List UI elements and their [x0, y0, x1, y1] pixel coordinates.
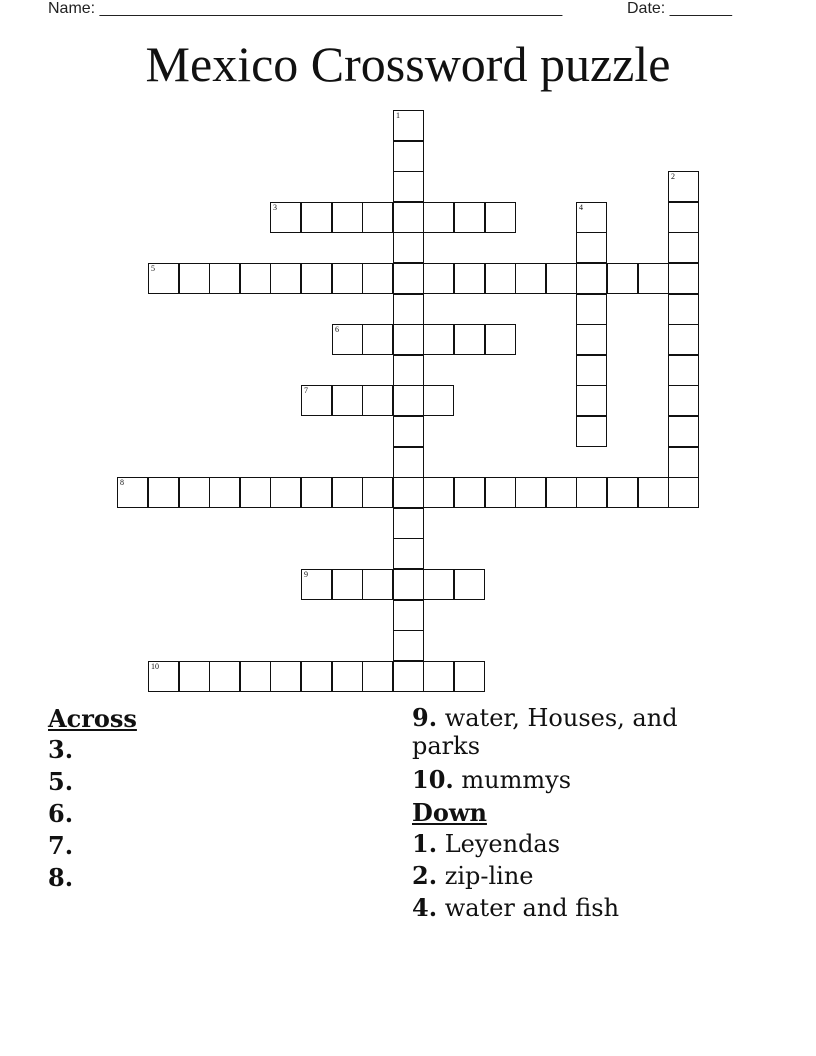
- grid-cell[interactable]: [423, 477, 454, 508]
- grid-cell[interactable]: [179, 477, 210, 508]
- grid-cell[interactable]: [362, 477, 393, 508]
- grid-cell[interactable]: [668, 416, 699, 447]
- grid-cell[interactable]: [515, 477, 546, 508]
- grid-cell[interactable]: [423, 385, 454, 416]
- grid-cell[interactable]: [393, 538, 424, 569]
- grid-cell[interactable]: [423, 263, 454, 294]
- clue-number-label: 6: [335, 325, 339, 334]
- down-clue-2: 2. zip-line: [412, 861, 534, 890]
- across-heading: Across: [48, 704, 137, 733]
- grid-cell[interactable]: [485, 202, 516, 233]
- grid-cell[interactable]: [393, 508, 424, 539]
- clue-number-label: 4: [579, 203, 583, 212]
- grid-cell[interactable]: [668, 477, 699, 508]
- grid-cell[interactable]: [423, 324, 454, 355]
- grid-cell[interactable]: [362, 569, 393, 600]
- grid-cell[interactable]: [393, 263, 424, 294]
- grid-cell[interactable]: [393, 385, 424, 416]
- grid-cell[interactable]: [270, 202, 301, 233]
- grid-cell[interactable]: [148, 477, 179, 508]
- grid-cell[interactable]: [423, 202, 454, 233]
- clue-number-label: 2: [671, 172, 675, 181]
- across-clue-3: 3.: [48, 735, 74, 764]
- grid-cell[interactable]: [332, 569, 363, 600]
- grid-cell[interactable]: [485, 324, 516, 355]
- grid-cell[interactable]: [546, 263, 577, 294]
- grid-cell[interactable]: [393, 600, 424, 631]
- grid-cell[interactable]: [332, 202, 363, 233]
- grid-cell[interactable]: [240, 661, 271, 692]
- grid-cell[interactable]: [270, 477, 301, 508]
- grid-cell[interactable]: [668, 202, 699, 233]
- grid-cell[interactable]: [393, 661, 424, 692]
- grid-cell[interactable]: [393, 110, 424, 141]
- grid-cell[interactable]: [209, 263, 240, 294]
- grid-cell[interactable]: [576, 324, 607, 355]
- grid-cell[interactable]: [393, 294, 424, 325]
- across-clue-9: 9. water, Houses, and parks: [412, 703, 678, 760]
- grid-cell[interactable]: [209, 477, 240, 508]
- grid-cell[interactable]: [393, 202, 424, 233]
- grid-cell[interactable]: [301, 385, 332, 416]
- grid-cell[interactable]: [515, 263, 546, 294]
- grid-cell[interactable]: [332, 324, 363, 355]
- grid-cell[interactable]: [607, 477, 638, 508]
- grid-cell[interactable]: [393, 171, 424, 202]
- grid-cell[interactable]: [454, 477, 485, 508]
- clue-number-label: 5: [151, 264, 155, 273]
- grid-cell[interactable]: [668, 263, 699, 294]
- clue-number-label: 10: [151, 662, 159, 671]
- grid-cell[interactable]: [668, 447, 699, 478]
- down-clue-4: 4. water and fish: [412, 893, 620, 922]
- grid-cell[interactable]: [668, 232, 699, 263]
- grid-cell[interactable]: [393, 630, 424, 661]
- page-title: Mexico Crossword puzzle: [145, 36, 671, 92]
- grid-cell[interactable]: [454, 324, 485, 355]
- grid-cell[interactable]: [148, 661, 179, 692]
- grid-cell[interactable]: [485, 477, 516, 508]
- grid-cell[interactable]: [668, 324, 699, 355]
- grid-cell[interactable]: [393, 324, 424, 355]
- grid-cell[interactable]: [454, 569, 485, 600]
- grid-cell[interactable]: [332, 385, 363, 416]
- grid-cell[interactable]: [393, 355, 424, 386]
- grid-cell[interactable]: [576, 294, 607, 325]
- grid-cell[interactable]: [270, 661, 301, 692]
- clue-number-label: 1: [396, 111, 400, 120]
- down-heading: Down: [412, 798, 487, 827]
- grid-cell[interactable]: [393, 447, 424, 478]
- grid-cell[interactable]: [576, 355, 607, 386]
- grid-cell[interactable]: [668, 355, 699, 386]
- grid-cell[interactable]: [393, 141, 424, 172]
- grid-cell[interactable]: [423, 569, 454, 600]
- grid-cell[interactable]: [301, 661, 332, 692]
- grid-cell[interactable]: [148, 263, 179, 294]
- grid-cell[interactable]: [423, 661, 454, 692]
- grid-cell[interactable]: [607, 263, 638, 294]
- grid-cell[interactable]: [546, 477, 577, 508]
- grid-cell[interactable]: [576, 263, 607, 294]
- grid-cell[interactable]: [454, 202, 485, 233]
- clue-number-label: 3: [273, 203, 277, 212]
- grid-cell[interactable]: [576, 416, 607, 447]
- clue-number-label: 7: [304, 386, 308, 395]
- grid-cell[interactable]: [668, 294, 699, 325]
- grid-cell[interactable]: [576, 477, 607, 508]
- grid-cell[interactable]: [393, 232, 424, 263]
- grid-cell[interactable]: [270, 263, 301, 294]
- grid-cell[interactable]: [362, 263, 393, 294]
- across-clue-6: 6.: [48, 799, 74, 828]
- grid-cell[interactable]: [332, 661, 363, 692]
- grid-cell[interactable]: [454, 263, 485, 294]
- grid-cell[interactable]: [209, 661, 240, 692]
- grid-cell[interactable]: [240, 477, 271, 508]
- grid-cell[interactable]: [332, 263, 363, 294]
- grid-cell[interactable]: [454, 661, 485, 692]
- across-clue-5: 5.: [48, 767, 74, 796]
- across-clue-7: 7.: [48, 831, 74, 860]
- grid-cell[interactable]: [668, 171, 699, 202]
- date-field-line: Date: _______: [627, 0, 732, 17]
- grid-cell[interactable]: [576, 385, 607, 416]
- clue-number-label: 8: [120, 478, 124, 487]
- grid-cell[interactable]: [393, 477, 424, 508]
- grid-cell[interactable]: [393, 569, 424, 600]
- grid-cell[interactable]: [179, 661, 210, 692]
- grid-cell[interactable]: [638, 263, 669, 294]
- clues-left-column: [48, 704, 388, 896]
- clues-right-column: [412, 704, 742, 926]
- grid-cell[interactable]: [301, 477, 332, 508]
- grid-cell[interactable]: [179, 263, 210, 294]
- grid-cell[interactable]: [240, 263, 271, 294]
- grid-cell[interactable]: [668, 385, 699, 416]
- grid-cell[interactable]: [362, 324, 393, 355]
- grid-cell[interactable]: [393, 416, 424, 447]
- grid-cell[interactable]: [117, 477, 148, 508]
- grid-cell[interactable]: [576, 202, 607, 233]
- grid-cell[interactable]: [301, 569, 332, 600]
- grid-cell[interactable]: [332, 477, 363, 508]
- grid-cell[interactable]: [362, 385, 393, 416]
- grid-cell[interactable]: [576, 232, 607, 263]
- clue-number-label: 9: [304, 570, 308, 579]
- grid-cell[interactable]: [485, 263, 516, 294]
- name-field-line: Name: ____________________________________________________: [48, 0, 563, 17]
- grid-cell[interactable]: [638, 477, 669, 508]
- down-clue-1: 1. Leyendas: [412, 829, 561, 858]
- grid-cell[interactable]: [362, 202, 393, 233]
- across-clue-8: 8.: [48, 863, 74, 892]
- grid-cell[interactable]: [362, 661, 393, 692]
- grid-cell[interactable]: [301, 202, 332, 233]
- grid-cell[interactable]: [301, 263, 332, 294]
- across-clue-10: 10. mummys: [412, 765, 572, 794]
